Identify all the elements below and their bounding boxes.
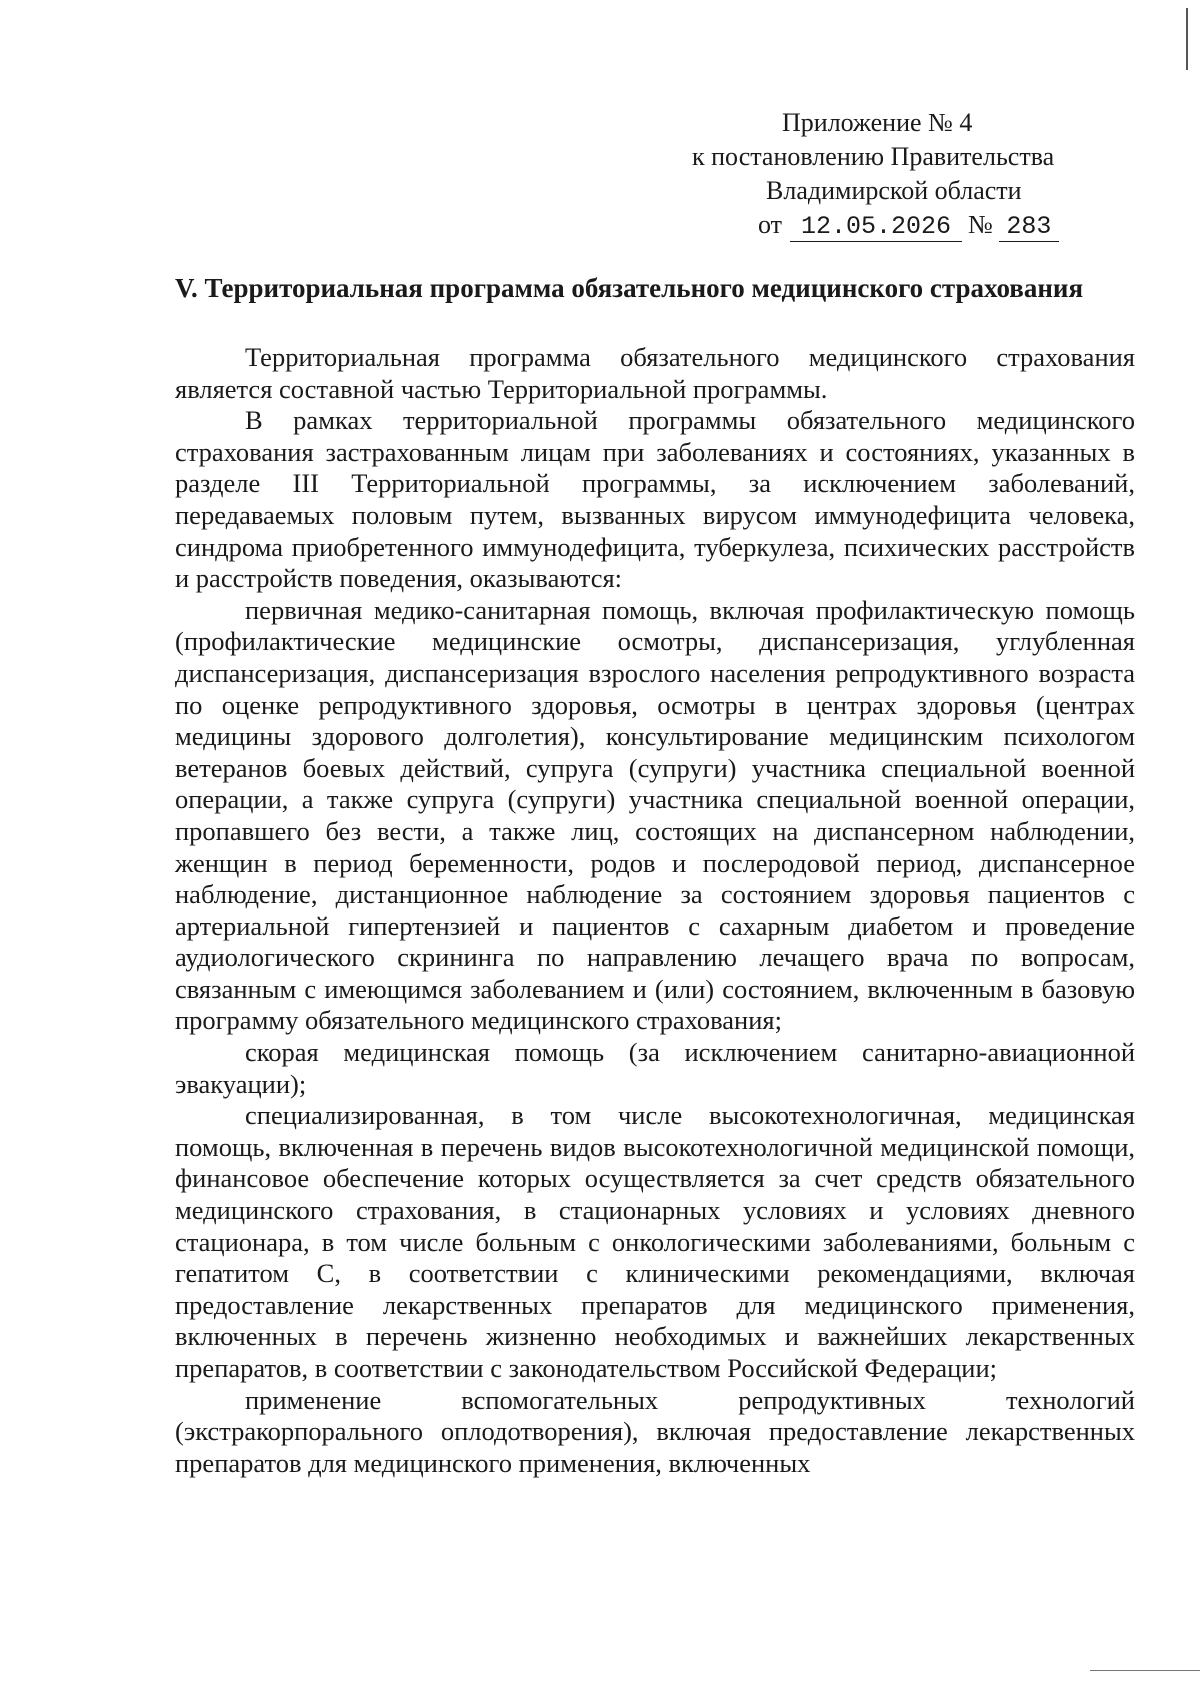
paragraph: скорая медицинская помощь (за исключением санитарно-авиационной эвакуации); [175, 1037, 1135, 1099]
section-title: V. Территориальная программа обязательного медицинского страхования [175, 273, 1084, 303]
body-text [175, 342, 1135, 1479]
appendix-region-line: Владимирской области [766, 176, 1022, 205]
scan-edge-mark [1186, 8, 1188, 70]
paragraph: первичная медико-санитарная помощь, включая профилактическую помощь (профилактические медицинские осмотры, диспансеризация, углубленная диспансеризация, диспансеризация взрослого населения репродуктивного возраста по оценке репродуктивного здоровья, осмотры в центрах здоровья (центрах медицины здорового долголетия), консультирование медицинским психологом ветеранов боевых действий, супруга (супруги) участника специальной военной операции, а также супруга (супруги) участника специальной военной операции, пропавшего без вести, а также лиц, состоящих на диспансерном наблюдении, женщин в период беременности, родов и послеродовой период, диспансерное наблюдение, дистанционное наблюдение за состоянием здоровья пациентов с артериальной гипертензией и пациентов с сахарным диабетом и проведение аудиологического скрининга по направлению лечащего врача по вопросам, связанным с имеющимся заболеванием и (или) состоянием, включенным в базовую программу обязательного медицинского страхования; [175, 594, 1135, 1036]
resolution-number: 283 [999, 213, 1059, 242]
number-sign: № [968, 210, 993, 239]
appendix-resolution-line: к постановлению Правительства [692, 142, 1055, 171]
paragraph: применение вспомогательных репродуктивных технологий (экстракорпорального оплодотворения), включая предоставление лекарственных препаратов для медицинского применения, включенных [175, 1384, 1135, 1478]
scan-footer-mark [1090, 1670, 1200, 1671]
appendix-block [560, 106, 1080, 242]
appendix-date-line [560, 208, 1080, 242]
date-prefix: от [758, 210, 783, 239]
paragraph: Территориальная программа обязательного медицинского страхования является составной частью Территориальной программы. [175, 342, 1135, 404]
paragraph: специализированная, в том числе высокотехнологичная, медицинская помощь, включенная в перечень видов высокотехнологичной медицинской помощи, финансовое обеспечение которых осуществляется за счет средств обязательного медицинского страхования, в стационарных условиях и условиях дневного стационара, в том числе больным с онкологическими заболеваниями, больным с гепатитом С, в соответствии с клиническими рекомендациями, включая предоставление лекарственных препаратов для медицинского применения, включенных в перечень жизненно необходимых и важнейших лекарственных препаратов, в соответствии с законодательством Российской Федерации; [175, 1100, 1135, 1383]
appendix-number-line: Приложение № 4 [782, 108, 973, 137]
resolution-date: 12.05.2026 [790, 213, 962, 242]
paragraph: В рамках территориальной программы обязательного медицинского страхования застрахованным лицам при заболеваниях и состояниях, указанных в разделе III Территориальной программы, за исключением заболеваний, передаваемых половым путем, вызванных вирусом иммунодефицита человека, синдрома приобретенного иммунодефицита, туберкулеза, психических расстройств и расстройств поведения, оказываются: [175, 405, 1135, 594]
